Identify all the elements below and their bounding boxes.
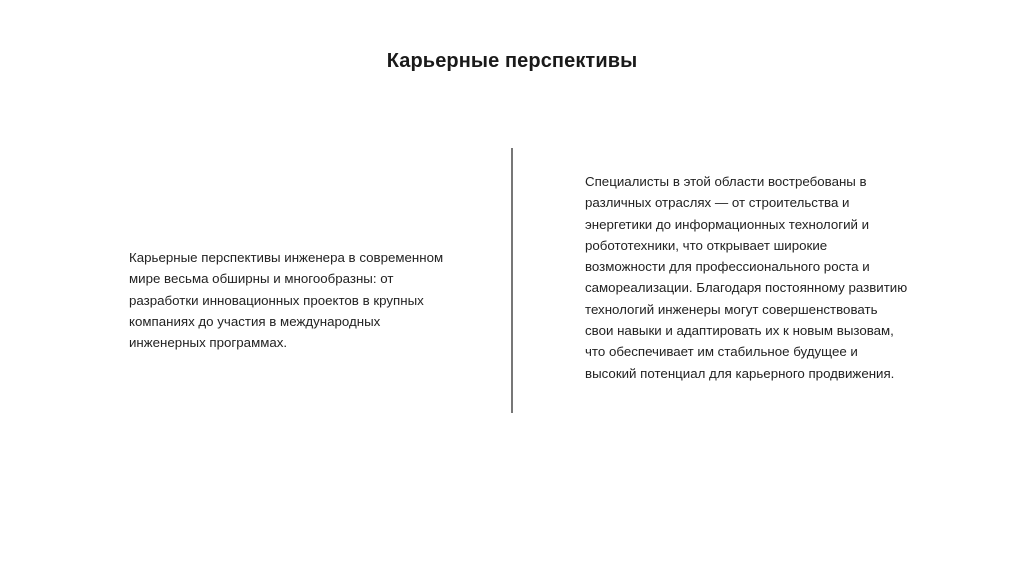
slide-title: Карьерные перспективы [386,50,638,72]
vertical-divider [511,148,513,413]
right-paragraph: Специалисты в этой области востребованы в различных отраслях — от строительства и энергетики до информационных технологий и робототехники, что открывает широкие возможности для профессионального роста и самореализации. Благодаря постоянному развитию технологий инженеры могут совершенствовать свои навыки и адаптировать их к новым вызовам, что обеспечивает им стабильное будущее и высокий потенциал для карьерного продвижения. [585,174,908,381]
left-paragraph: Карьерные перспективы инженера в современном мире весьма обширны и многообразны: от разработки инновационных проектов в крупных компаниях до участия в международных инженерных программах. [129,250,444,351]
